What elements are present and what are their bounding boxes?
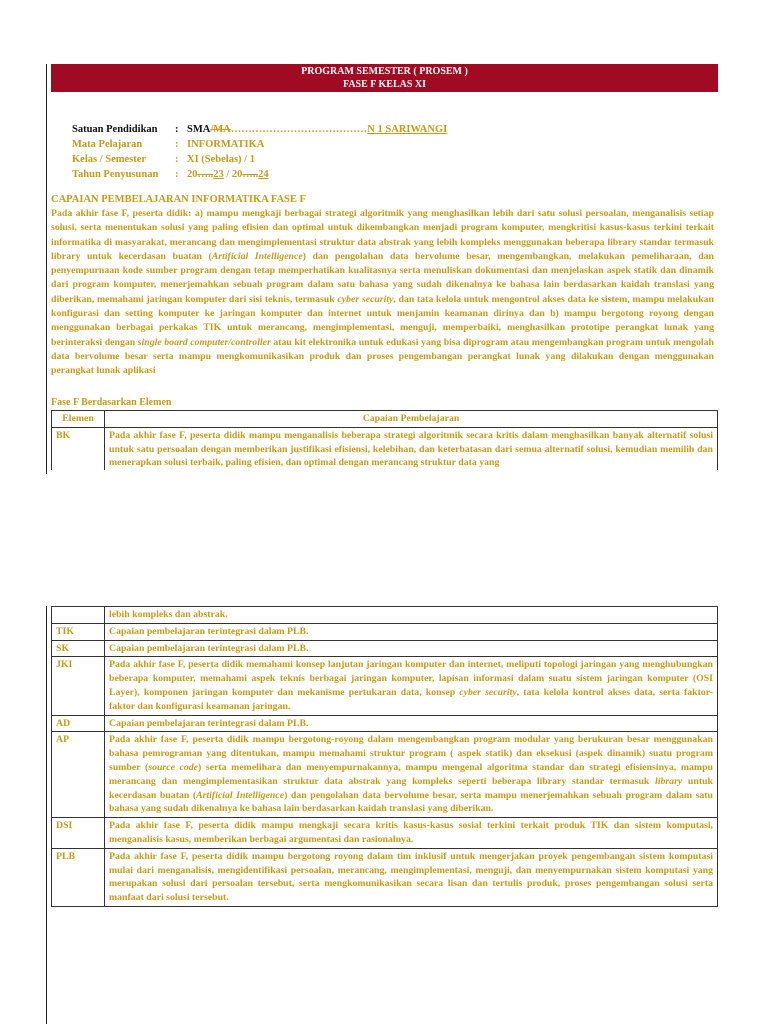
table-row: [52, 732, 718, 818]
meta-value: SMA/MA…………………………………N 1 SARIWANGI: [187, 124, 448, 135]
table-header-row: [52, 411, 718, 428]
row-desc: Capaian pembelajaran terintegrasi dalam PLB.: [105, 715, 718, 732]
table-row: [52, 623, 718, 640]
table-row: [52, 640, 718, 657]
meta-label: Satuan Pendidikan: [72, 124, 158, 135]
header-subtitle: FASE F KELAS XI: [342, 79, 427, 90]
meta-colon: :: [175, 169, 179, 180]
row-desc: Pada akhir fase F, peserta didik mampu menganalisis beberapa strategi algoritmik secara kritis dalam menghasilkan banyak alternatif solusi untuk satu persoalan dengan memberikan justifikasi efisiensi, kelebihan, dan keterbatasan dari semua alternatif solusi, kemudian memilih dan menerapkan solusi terbaik, paling efisien, dan optimal dengan merancang struktur data yang: [105, 427, 718, 470]
meta-label: Tahun Penyusunan: [72, 169, 159, 180]
table-row: [52, 818, 718, 849]
table-row: [52, 715, 718, 732]
row-desc: Pada akhir fase F, peserta didik mampu bergotong royong dalam tim inklusif untuk mengerjakan proyek pengembangan sistem komputasi mulai dari menganalisis, mengidentifikasi persoalan, merancang, mengimplementasi, menguji, dan menyempurnakan sistem komputasi yang merupakan solusi dari persoalan tersebut, serta mengkomunikasikan secara lisan dan tertulis produk, proses pengembangan solusi serta manfaat dari solusi tersebut.: [105, 848, 718, 906]
row-desc: Pada akhir fase F, peserta didik mampu bergotong-royong dalam mengembangkan program modular yang berukuran besar menggunakan bahasa pemrograman yang ditentukan, mampu memahami struktur program ( aspek statik) dan eksekusi (aspek dinamik) suatu program sumber (source code) serta memelihara dan menyempurnakannya, mampu mengenal algoritma standar dan strategi efisiensinya, mampu merancang dan mengimplementasikan struktur data abstrak yang kompleks seperti beberapa library standar termasuk library untuk kecerdasan buatan (Artificial Intelligence) dan pengolahan data bervolume besar, serta mampu menerjemahkan sebuah program dalam satu bahasa yang sudah dikenalnya ke bahasa lain berdasarkan kaidah translasi yang diberikan.: [105, 732, 718, 818]
row-desc: Capaian pembelajaran terintegrasi dalam PLB.: [105, 640, 718, 657]
meta-value: 20…..23 / 20…..24: [187, 169, 269, 180]
row-desc: Capaian pembelajaran terintegrasi dalam PLB.: [105, 623, 718, 640]
row-code: SK: [52, 640, 105, 657]
table-row: [52, 848, 718, 906]
table-row: [52, 427, 718, 470]
row-desc: Pada akhir fase F, peserta didik mampu mengkaji secara kritis kasus-kasus sosial terkini terkait produk TIK dan sistem komputasi, menganalisis kasus, memberikan berbagai argumentasi dan rasionalnya.: [105, 818, 718, 849]
section-title: CAPAIAN PEMBELAJARAN INFORMATIKA FASE F: [51, 194, 306, 205]
table-row: [52, 607, 718, 624]
margin-rule-bottom: [46, 606, 47, 1024]
col-header-capaian: Capaian Pembelajaran: [105, 411, 718, 428]
meta-label: Kelas / Semester: [72, 154, 147, 165]
row-code: [52, 607, 105, 624]
row-code: DSI: [52, 818, 105, 849]
meta-colon: :: [175, 139, 179, 150]
header-title: PROGRAM SEMESTER ( PROSEM ): [301, 66, 468, 77]
table1-clip: [0, 0, 768, 470]
row-code: TIK: [52, 623, 105, 640]
row-code: PLB: [52, 848, 105, 906]
row-desc: lebih kompleks dan abstrak.: [105, 607, 718, 624]
capaian-paragraph: Pada akhir fase F, peserta didik: a) mampu mengkaji berbagai strategi algoritmik yang menghasilkan lebih dari satu solusi persoalan, menganalisis setiap solusi, serta menentukan solusi yang paling efisien dan optimal untuk dikembangkan menjadi program komputer, mengkritisi kasus-kasus terkini terkait informatika di masyarakat, merancang dan mengimplementasi struktur data abstrak yang lebih kompleks menggunakan beberapa library standar termasuk library untuk kecerdasan buatan (Artificial Intelligence) dan pengolahan data bervolume besar, mengembangkan, melakukan pemeliharaan, dan penyempurnaan kode sumber program dengan tetap memperhatikan kualitasnya serta menuliskan dokumentasi dan menjelaskan aspek statik dan dinamik dari program komputer, menerjemahkan sebuah program dalam satu bahasa yang sudah dikenalnya ke bahasa lain berdasarkan kaidah translasi yang diberikan, memahami jaringan komputer dari sisi teknis, termasuk cyber security, dan tata kelola untuk mengontrol akses data ke sistem, mampu melakukan konfigurasi dan setting komputer ke jaringan komputer dan internet untuk menjamin keamanan dirinya dan b) mampu bergotong royong dengan menggunakan berbagai perkakas TIK untuk merancang, mengimplementasi, menguji, memperbaiki, menghasilkan prototipe perangkat lunak yang berinteraksi dengan single board computer/controller atau kit elektronika untuk edukasi yang bisa diprogram atau mengembangkan program untuk mengolah data bervolume besar serta mampu mengkomunikasikan produk dan proses pengembangan perangkat lunak yang dilakukan dengan menggunakan perangkat lunak aplikasi: [51, 208, 714, 377]
meta-value: INFORMATIKA: [187, 139, 265, 150]
row-code: AP: [52, 732, 105, 818]
col-header-elemen: Elemen: [52, 411, 105, 428]
row-code: JKI: [52, 657, 105, 715]
elemen-title: Fase F Berdasarkan Elemen: [51, 397, 172, 408]
table-row: [52, 657, 718, 715]
meta-value: XI (Sebelas) / 1: [187, 154, 255, 165]
meta-colon: :: [175, 154, 179, 165]
row-code: AD: [52, 715, 105, 732]
elemen-table-part2: [51, 606, 718, 907]
row-code: BK: [52, 427, 105, 470]
row-desc: Pada akhir fase F, peserta didik memahami konsep lanjutan jaringan komputer dan internet, meliputi topologi jaringan yang menghubungkan beberapa komputer, memahami aspek teknis berbagai jaringan komputer, lapisan informasi dalam suatu sistem jaringan komputer (OSI Layer), komponen jaringan komputer dan mekanisme pertukaran data, konsep cyber security, tata kelola kontrol akses data, serta faktor- faktor dan konfigurasi keamanan jaringan.: [105, 657, 718, 715]
elemen-table-part1: [51, 410, 718, 470]
meta-colon: :: [175, 124, 179, 135]
meta-label: Mata Pelajaran: [72, 139, 143, 150]
